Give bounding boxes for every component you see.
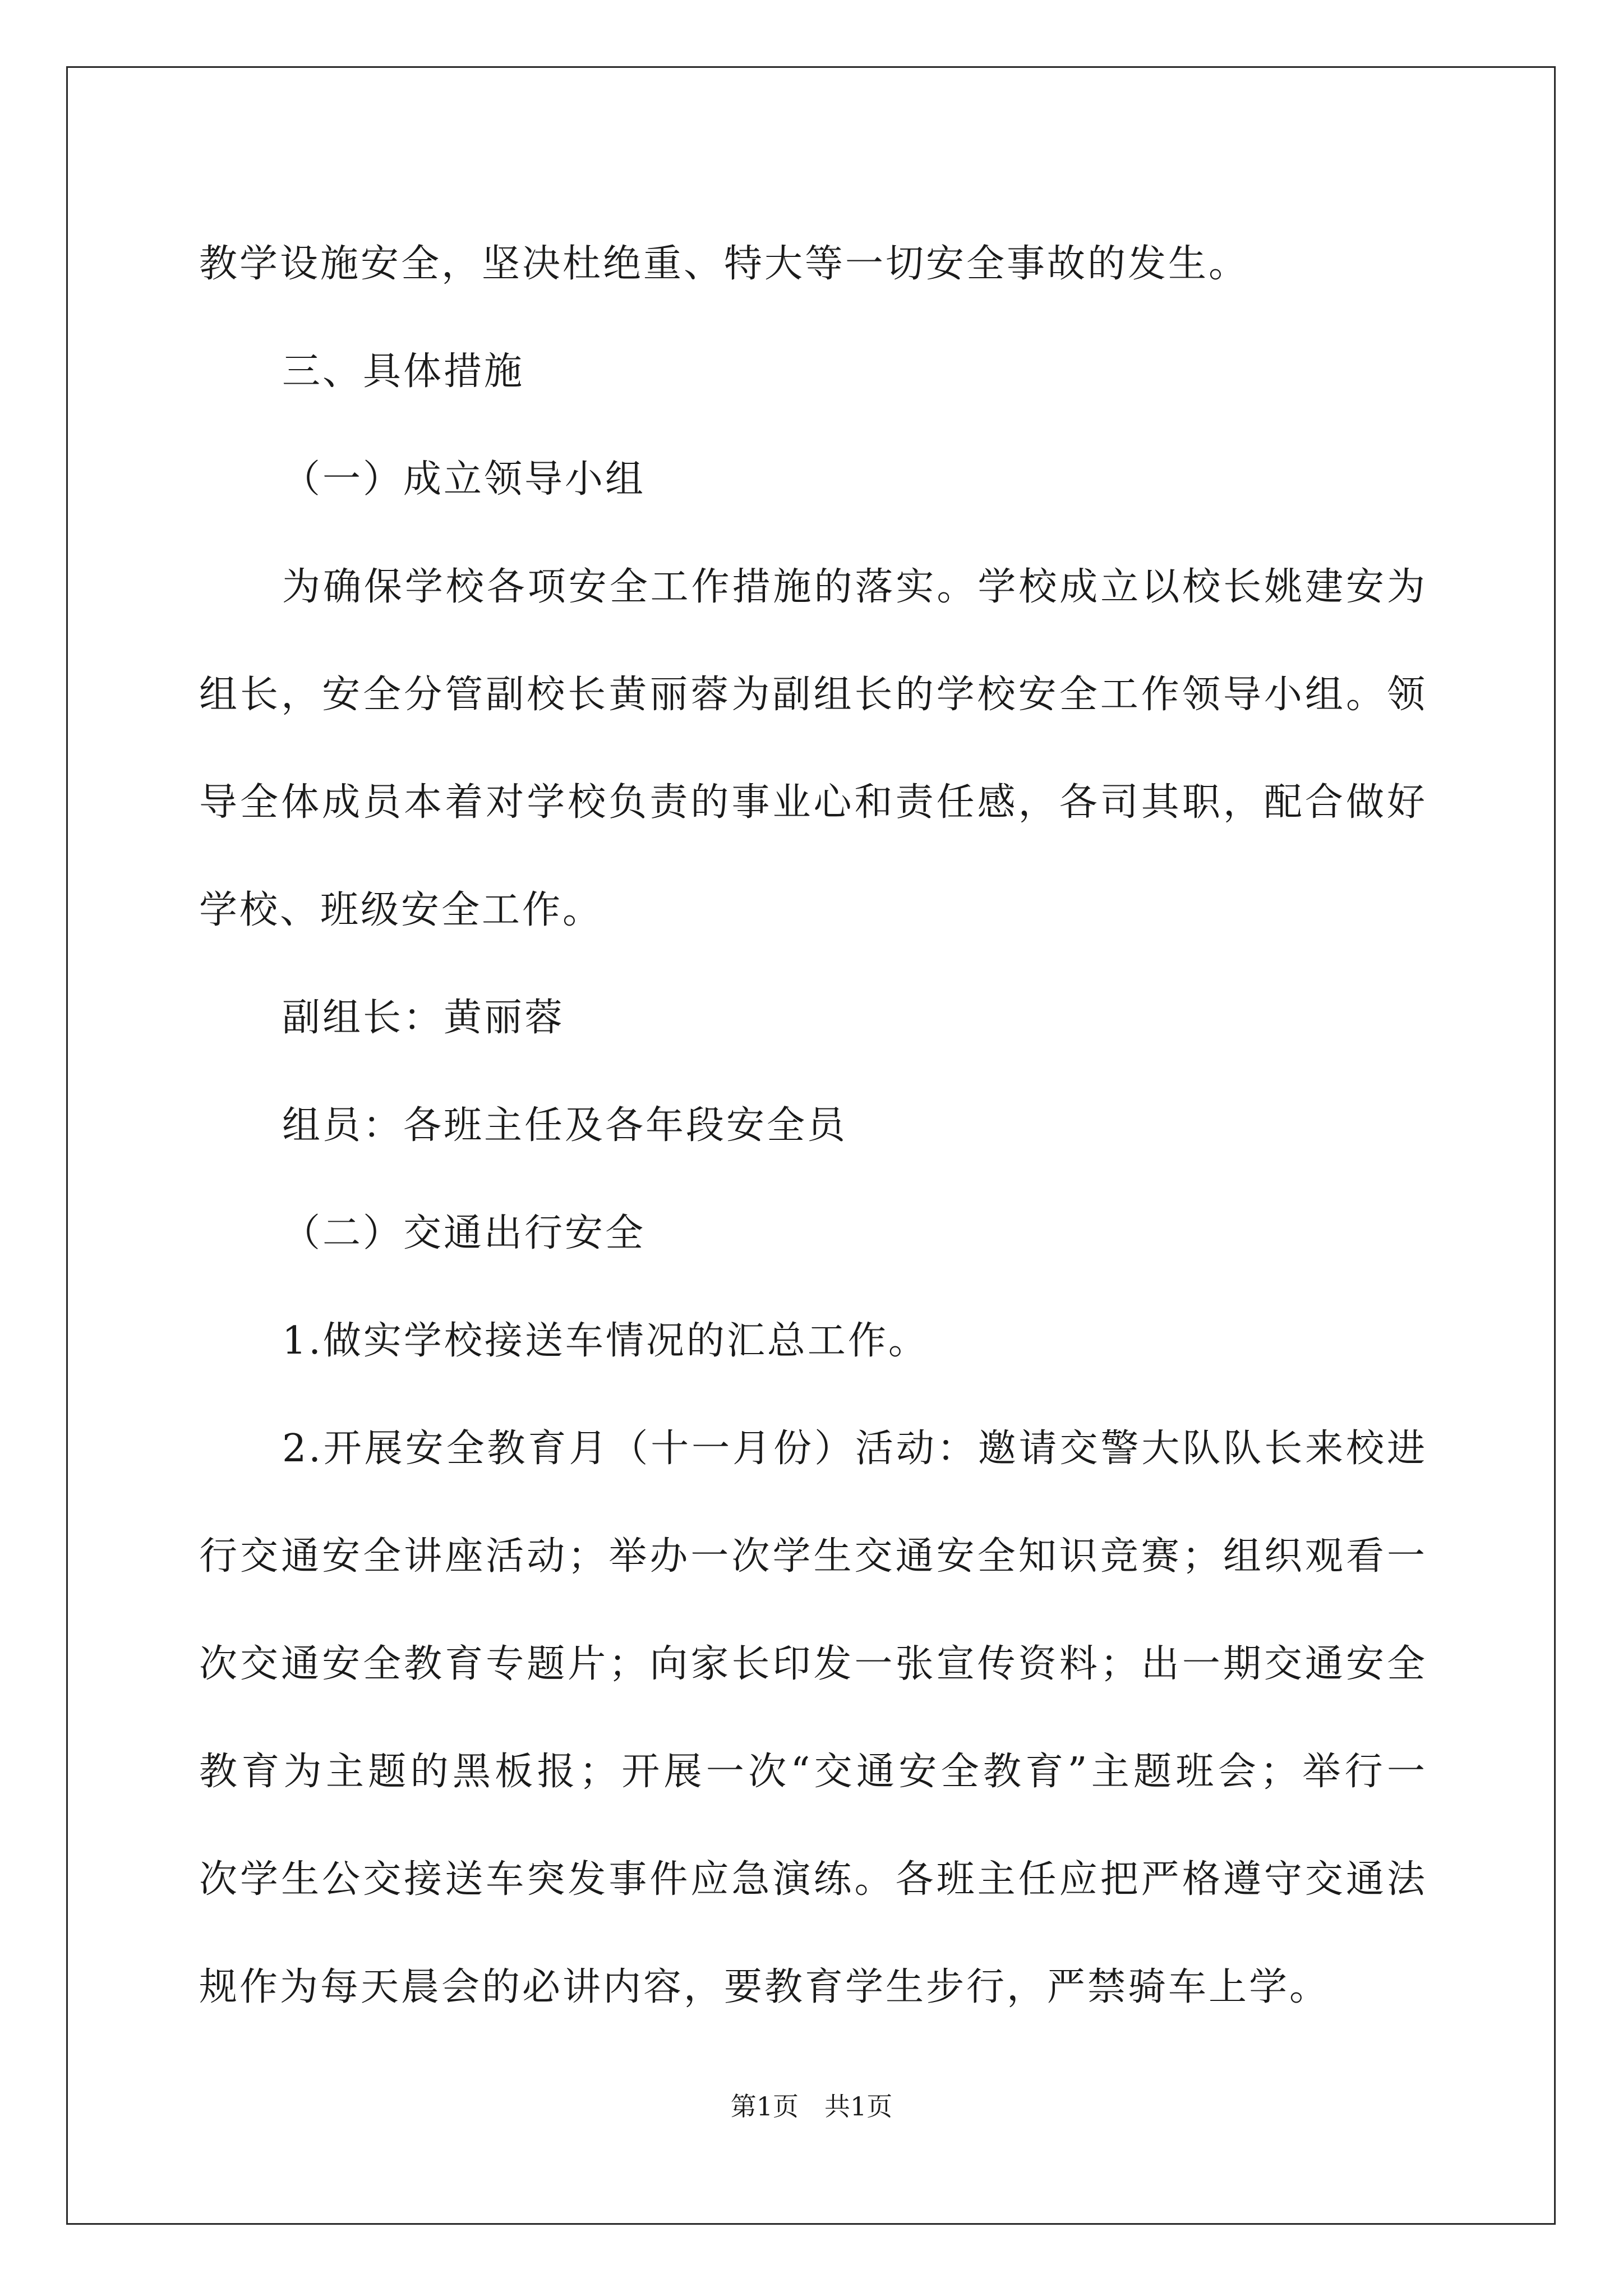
paragraph-line: 副组长：黄丽蓉	[282, 996, 565, 1040]
paragraph-line: 组员：各班主任及各年段安全员	[282, 1103, 848, 1148]
paragraph-line: 组长，安全分管副校长黄丽蓉为副组长的学校安全工作领导小组。领	[199, 673, 1427, 717]
paragraph-line: 次交通安全教育专题片；向家长印发一张宣传资料；出一期交通安全	[199, 1642, 1427, 1686]
subsection-heading: （一）成立领导小组	[282, 457, 646, 501]
paragraph-line: 行交通安全讲座活动；举办一次学生交通安全知识竞赛；组织观看一	[199, 1534, 1427, 1579]
document-body	[199, 210, 1427, 2041]
paragraph-line: 教学设施安全，坚决杜绝重、特大等一切安全事故的发生。	[199, 242, 1249, 286]
subsection-heading: （二）交通出行安全	[282, 1211, 646, 1255]
paragraph-line: 规作为每天晨会的必讲内容，要教育学生步行，严禁骑车上学。	[199, 1965, 1330, 2009]
list-item: 1.做实学校接送车情况的汇总工作。	[282, 1319, 929, 1363]
paragraph-line: 为确保学校各项安全工作措施的落实。学校成立以校长姚建安为	[282, 565, 1427, 609]
paragraph-line: 导全体成员本着对学校负责的事业心和责任感，各司其职，配合做好	[199, 780, 1427, 825]
paragraph-line: 学校、班级安全工作。	[199, 888, 603, 932]
paragraph-line: 教育为主题的黑板报；开展一次“交通安全教育”主题班会；举行一	[199, 1750, 1427, 1794]
page-footer	[0, 2090, 1623, 2123]
section-heading: 三、具体措施	[282, 349, 525, 394]
list-item: 2.开展安全教育月（十一月份）活动：邀请交警大队队长来校进	[282, 1427, 1427, 1471]
paragraph-line: 次学生公交接送车突发事件应急演练。各班主任应把严格遵守交通法	[199, 1857, 1427, 1902]
page-number: 第1页 共1页	[730, 2091, 893, 2122]
